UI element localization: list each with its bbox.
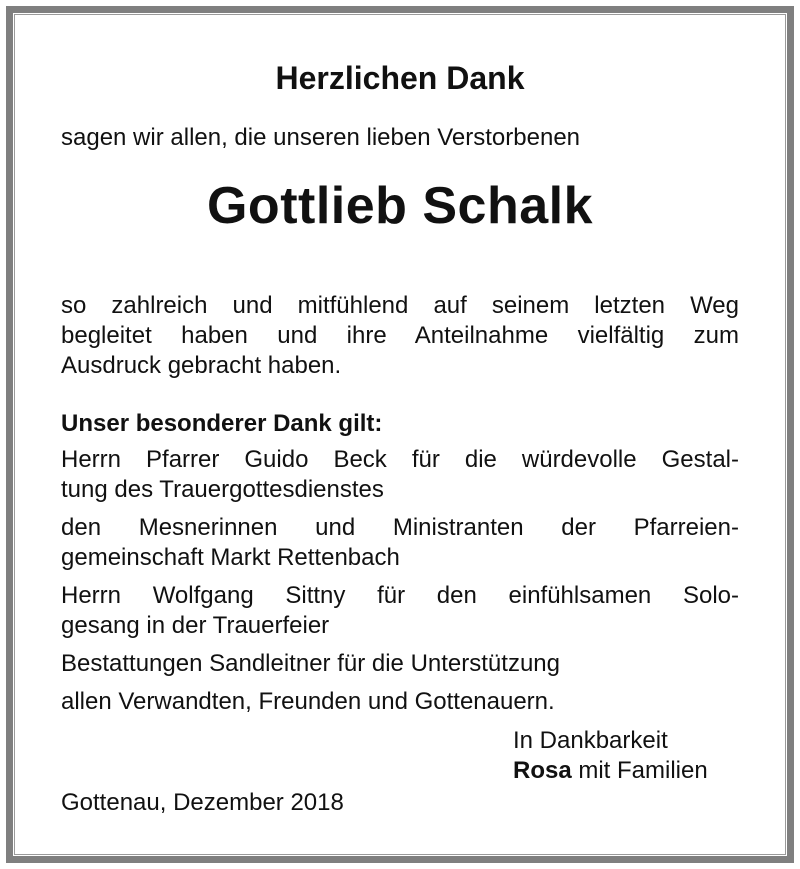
signature-name: Rosa [513, 757, 572, 784]
thanks-item [61, 513, 739, 573]
thanks-item-line: Herrn Pfarrer Guido Beck für die würdevolle Gestal- [61, 446, 739, 473]
thanks-item [61, 687, 739, 717]
thanks-item-line: allen Verwandten, Freunden und Gottenauern. [61, 688, 555, 715]
intro-line: sagen wir allen, die unseren lieben Verstorbenen [61, 124, 581, 151]
thanks-item-line: Bestattungen Sandleitner für die Unterstützung [61, 650, 560, 677]
thanks-item-line: tung des Trauergottesdienstes [61, 476, 384, 503]
signature-suffix: mit Familien [571, 757, 708, 784]
body-line: begleitet haben und ihre Anteilnahme vielfältig zum [61, 322, 739, 349]
thanks-item [61, 649, 739, 679]
deceased-name: Gottlieb Schalk [206, 177, 594, 235]
thanks-heading: Unser besonderer Dank gilt: [61, 410, 383, 437]
signature-block [513, 726, 708, 786]
notice-content [61, 54, 739, 717]
body-line: so zahlreich und mitfühlend auf seinem letzten Weg [61, 292, 739, 319]
thanks-item-line: den Mesnerinnen und Ministranten der Pfarreien- [61, 514, 739, 541]
thanks-item-line: Herrn Wolfgang Sittny für den einfühlsamen Solo- [61, 582, 739, 609]
body-line: Ausdruck gebracht haben. [61, 352, 342, 379]
place-date: Gottenau, Dezember 2018 [61, 789, 344, 816]
signature-line: In Dankbarkeit [513, 727, 668, 754]
thanks-item [61, 445, 739, 505]
body-paragraph [61, 291, 739, 381]
thanks-item-line: gemeinschaft Markt Rettenbach [61, 544, 400, 571]
thanks-item [61, 581, 739, 641]
signature-names [513, 756, 708, 786]
thanks-item-line: gesang in der Trauerfeier [61, 612, 330, 639]
notice-heading: Herzlichen Dank [275, 60, 525, 96]
